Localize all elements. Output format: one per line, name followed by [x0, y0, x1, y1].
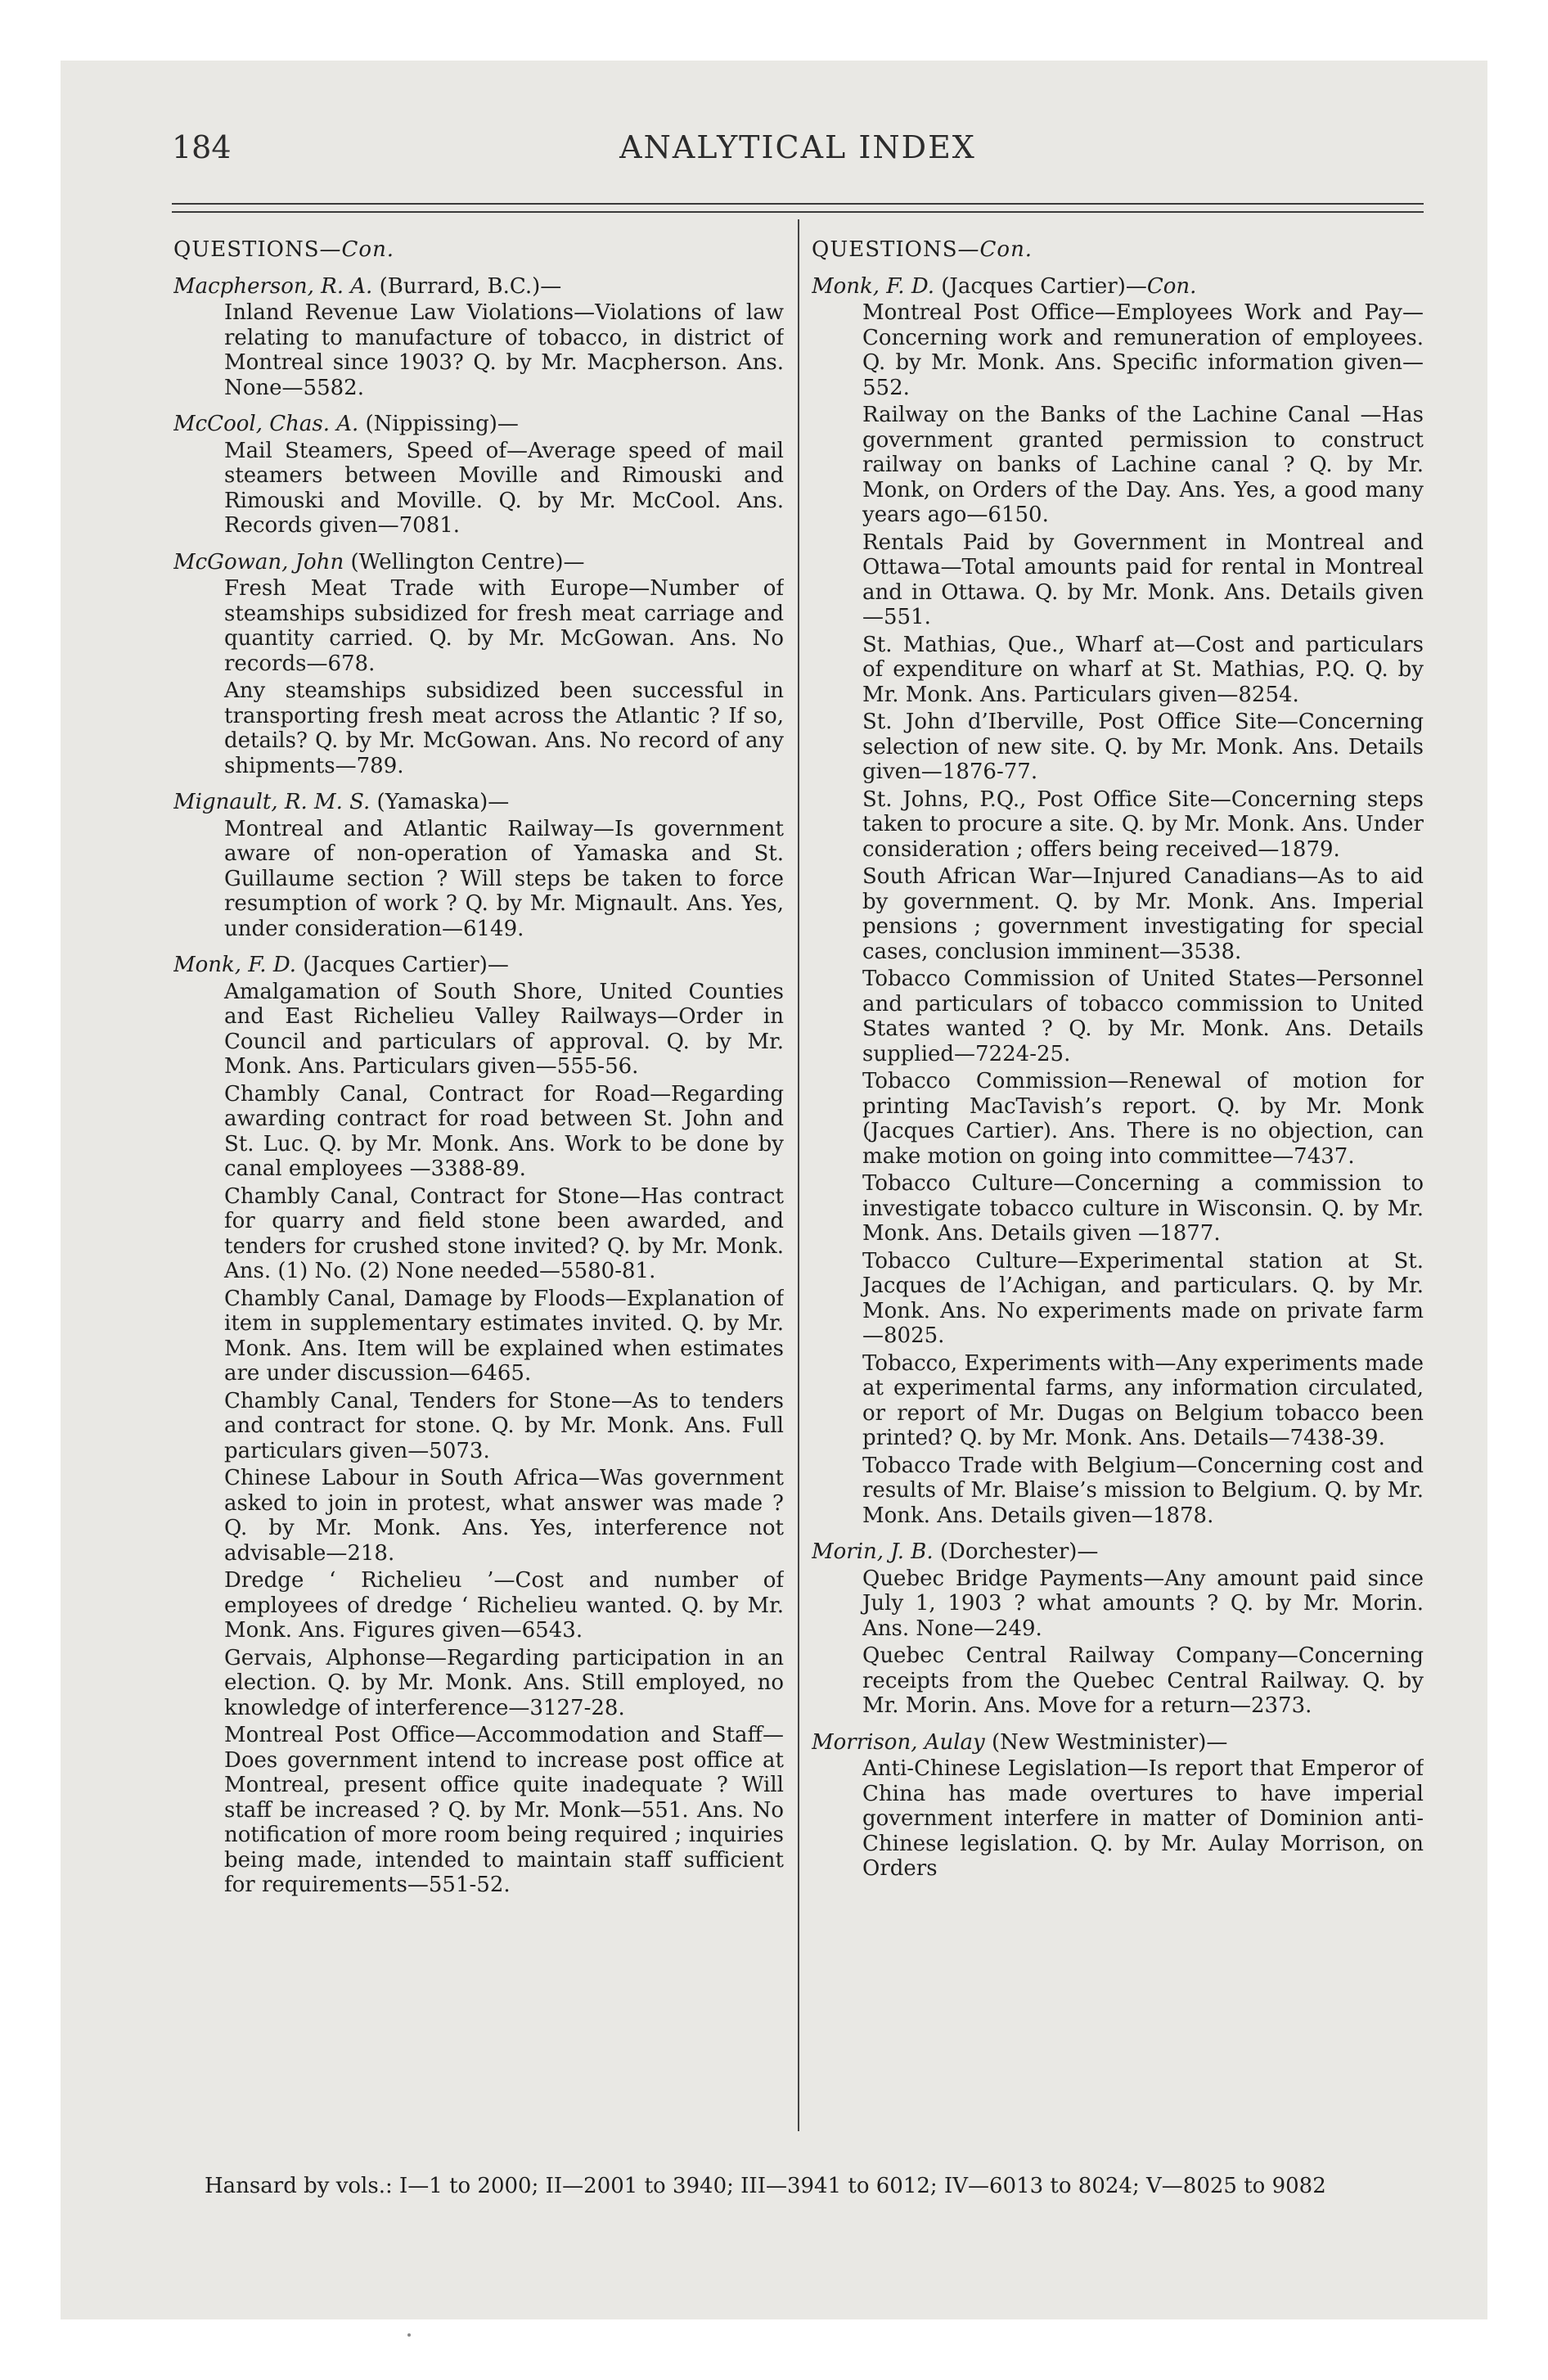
column-heading: QUESTIONS—Con.	[173, 237, 395, 262]
index-entry: Tobacco, Experiments with—Any experiments made at experimental farms, any information circulated, or report of Mr. Dugas on Belgium tobacco been printed? Q. by Mr. Monk. Ans. Details—7438-39.	[862, 1350, 1424, 1450]
index-entry: St. John d’Iberville, Post Office Site—Concerning selection of new site. Q. by Mr. Monk. Ans. Details given—1876-77.	[862, 710, 1424, 784]
left-column	[173, 237, 784, 2128]
index-entry: South African War—Injured Canadians—As to aid by government. Q. by Mr. Monk. Ans. Imperial pensions ; government investigating for special cases, conclusion imminent—3538.	[862, 864, 1424, 964]
index-entry: Montreal and Atlantic Railway—Is government aware of non-operation of Yamaska and St. Guillaume section ? Will steps be taken to force resumption of work ? Q. by Mr. Mignault. Ans. Yes, under consideration—6149.	[224, 816, 784, 941]
continued-marker: Con.	[1146, 273, 1197, 299]
person-riding: (Jacques Cartier)—	[934, 273, 1147, 299]
index-entry: Chambly Canal, Tenders for Stone—As to tenders and contract for stone. Q. by Mr. Monk. Ans. Full particulars given—5073.	[224, 1388, 784, 1463]
index-entry: Tobacco Culture—Concerning a commission to investigate tobacco culture in Wisconsin. Q. by Mr. Monk. Ans. Details given —1877.	[862, 1171, 1424, 1246]
index-entry: Rentals Paid by Government in Montreal and Ottawa—Total amounts paid for rental in Montreal and in Ottawa. Q. by Mr. Monk. Ans. Details given—551.	[862, 530, 1424, 629]
index-entry: Tobacco Commission of United States—Personnel and particulars of tobacco commission to United States wanted ? Q. by Mr. Monk. Ans. Details supplied—7224-25.	[862, 967, 1424, 1066]
index-entry: Tobacco Trade with Belgium—Concerning cost and results of Mr. Blaise’s mission to Belgium. Q. by Mr. Monk. Ans. Details given—1878.	[862, 1453, 1424, 1528]
index-entry: Montreal Post Office—Accommodation and Staff—Does government intend to increase post office at Montreal, present office quite inadequate ? Will staff be increased ? Q. by Mr. Monk—551. Ans. No notification of more room being required ; inquiries being made, intended to maintain staff sufficient for requirements—551-52.	[224, 1723, 784, 1897]
index-entry: Mail Steamers, Speed of—Average speed of mail steamers between Moville and Rimouski and Rimouski and Moville. Q. by Mr. McCool. Ans. Records given—7081.	[224, 438, 784, 538]
person-riding: (Jacques Cartier)—	[296, 953, 509, 977]
person-name: McGowan, John	[173, 549, 344, 575]
person-name: McCool, Chas. A.	[173, 412, 359, 436]
right-column	[812, 237, 1424, 2128]
index-person	[173, 953, 784, 1898]
person-name: Morin, J. B.	[812, 1539, 934, 1564]
person-heading	[812, 274, 1424, 300]
index-person	[812, 274, 1424, 1529]
index-entry: Gervais, Alphonse—Regarding participation in an election. Q. by Mr. Monk. Ans. Still employed, no knowledge of interference—3127-28.	[224, 1645, 784, 1720]
index-entry: Chambly Canal, Damage by Floods—Explanation of item in supplementary estimates invited. Q. by Mr. Monk. Ans. Item will be explained when estimates are under discussion—6465.	[224, 1286, 784, 1386]
column-divider	[798, 219, 799, 2131]
index-entry: St. Johns, P.Q., Post Office Site—Concerning steps taken to procure a site. Q. by Mr. Monk. Ans. Under consideration ; offers being received—1879.	[862, 787, 1424, 862]
header-rule-bottom	[172, 211, 1424, 213]
print-speck	[407, 2333, 411, 2337]
header-rule-top	[172, 203, 1424, 205]
index-entry: Quebec Bridge Payments—Any amount paid since July 1, 1903 ? what amounts ? Q. by Mr. Morin. Ans. None—249.	[862, 1566, 1424, 1641]
column-heading: QUESTIONS—Con.	[812, 237, 1033, 262]
person-heading	[173, 790, 784, 815]
index-entry: Tobacco Culture—Experimental station at St. Jacques de l’Achigan, and particulars. Q. by Mr. Monk. Ans. No experiments made on private farm—8025.	[862, 1248, 1424, 1348]
person-heading	[812, 1730, 1424, 1756]
person-heading	[173, 550, 784, 575]
index-entry: Chinese Labour in South Africa—Was government asked to join in protest, what answer was made ? Q. by Mr. Monk. Ans. Yes, interference not advisable—218.	[224, 1466, 784, 1566]
person-riding: (Wellington Centre)—	[344, 549, 585, 575]
person-heading	[173, 953, 784, 978]
page-number: 184	[172, 129, 232, 165]
person-name: Macpherson, R. A.	[173, 273, 373, 299]
index-person	[173, 790, 784, 941]
person-name: Monk, F. D.	[812, 273, 935, 299]
running-title: ANALYTICAL INDEX	[619, 129, 976, 165]
index-person	[173, 412, 784, 539]
index-entry: Quebec Central Railway Company—Concerning receipts from the Quebec Central Railway. Q. by Mr. Morin. Ans. Move for a return—2373.	[862, 1643, 1424, 1718]
person-riding: (Dorchester)—	[933, 1539, 1099, 1564]
person-riding: (Nippissing)—	[358, 412, 519, 436]
person-name: Morrison, Aulay	[812, 1729, 985, 1755]
person-name: Monk, F. D.	[173, 953, 297, 977]
index-entry: Tobacco Commission—Renewal of motion for printing MacTavish’s report. Q. by Mr. Monk (Jacques Cartier). Ans. There is no objection, can make motion on going into committee—7437.	[862, 1069, 1424, 1169]
index-entry: St. Mathias, Que., Wharf at—Cost and particulars of expenditure on wharf at St. Mathias, P.Q. Q. by Mr. Monk. Ans. Particulars given—8254.	[862, 632, 1424, 707]
person-heading	[173, 274, 784, 300]
index-entry: Dredge ‘ Richelieu ’—Cost and number of employees of dredge ‘ Richelieu wanted. Q. by Mr. Monk. Ans. Figures given—6543.	[224, 1568, 784, 1643]
person-name: Mignault, R. M. S.	[173, 790, 371, 814]
index-entry: Any steamships subsidized been successful in transporting fresh meat across the Atlantic ? If so, details? Q. by Mr. McGowan. Ans. No record of any shipments—789.	[224, 678, 784, 778]
person-heading	[173, 412, 784, 437]
index-person	[173, 274, 784, 401]
page-header	[172, 129, 1424, 187]
person-riding: (Burrard, B.C.)—	[372, 273, 562, 299]
index-entry: Fresh Meat Trade with Europe—Number of steamships subsidized for fresh meat carriage and quantity carried. Q. by Mr. McGowan. Ans. No records—678.	[224, 576, 784, 676]
index-person	[812, 1539, 1424, 1719]
index-entry: Chambly Canal, Contract for Stone—Has contract for quarry and field stone been awarded, and tenders for crushed stone invited? Q. by Mr. Monk. Ans. (1) No. (2) None needed—5580-81.	[224, 1183, 784, 1283]
index-person	[812, 1730, 1424, 1882]
index-entry: Railway on the Banks of the Lachine Canal —Has government granted permission to construct railway on banks of Lachine canal ? Q. by Mr. Monk, on Orders of the Day. Ans. Yes, a good many years ago—6150.	[862, 403, 1424, 527]
index-entry: Amalgamation of South Shore, United Counties and East Richelieu Valley Railways—Order in Council and particulars of approval. Q. by Mr. Monk. Ans. Particulars given—555-56.	[224, 979, 784, 1079]
index-entry: Anti-Chinese Legislation—Is report that Emperor of China has made overtures to have imperial government interfere in matter of Dominion anti-Chinese legislation. Q. by Mr. Aulay Morrison, on Orders	[862, 1756, 1424, 1881]
person-riding: (Yamaska)—	[370, 790, 510, 814]
index-entry: Montreal Post Office—Employees Work and Pay—Concerning work and remuneration of employees. Q. by Mr. Monk. Ans. Specific information given—552.	[862, 300, 1424, 400]
person-heading	[812, 1539, 1424, 1565]
index-person	[173, 550, 784, 779]
volume-footnote: Hansard by vols.: I—1 to 2000; II—2001 to 3940; III—3941 to 6012; IV—6013 to 8024; V—8025 to 9082	[205, 2174, 1326, 2198]
index-entry: Inland Revenue Law Violations—Violations of law relating to manufacture of tobacco, in district of Montreal since 1903? Q. by Mr. Macpherson. Ans. None—5582.	[224, 300, 784, 400]
person-riding: (New Westminister)—	[984, 1729, 1228, 1755]
index-entry: Chambly Canal, Contract for Road—Regarding awarding contract for road between St. John and St. Luc. Q. by Mr. Monk. Ans. Work to be done by canal employees —3388-89.	[224, 1081, 784, 1181]
